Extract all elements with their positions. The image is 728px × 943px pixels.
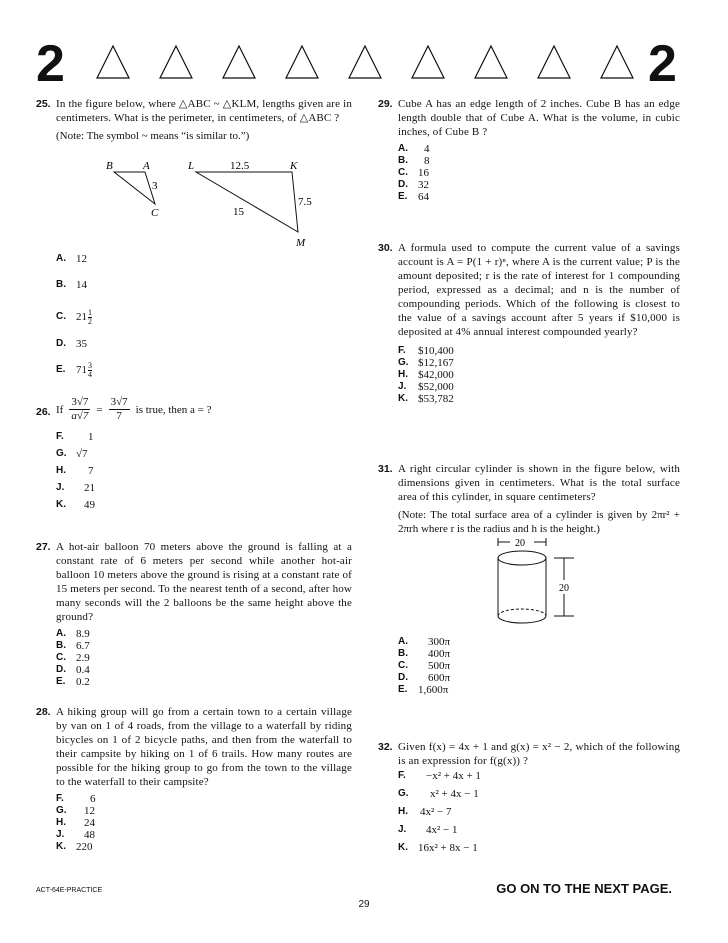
decorative-triangle-icon <box>536 44 572 80</box>
question-text: A hot-air balloon 70 meters above the ground is falling at a constant rate of 6 meters per second while another hot-air balloon 10 meters above the ground is rising at a constant rate of 15 meters per second. To the nearest tenth of a second, after how many seconds will the 2 balloons be the same height above the ground? <box>56 541 352 623</box>
label-c: C <box>151 207 159 219</box>
option-d[interactable]: D. 35 <box>56 338 87 350</box>
q29-options <box>398 143 680 203</box>
rhs-fraction: $\frac{3√7}{7}$ <box>110 396 128 422</box>
q25-options <box>56 253 92 383</box>
option-b[interactable]: B. 8 <box>398 155 430 167</box>
option-f[interactable]: F. 1 <box>56 431 94 443</box>
option-k[interactable]: K. 49 <box>56 499 95 511</box>
question-text: In the figure below, where △ABC ~ △KLM, lengths given are in centimeters. What is the perimeter, in centimeters, of △ABC ? <box>56 98 352 124</box>
height-label: 20 <box>559 583 569 594</box>
option-d[interactable]: D. 600π <box>398 672 451 684</box>
question-text: A formula used to compute the current value of a savings account is A = P(1 + r)ⁿ, where A is the current value; P is the amount deposited; r is the rate of interest for 1 compounding period, expressed as a decimal; and n is the number of compounding periods. Which of the following is closest to the value of a savings account after 5 years if $10,000 is deposited at 4% annual interest compounded yearly? <box>398 242 680 338</box>
question-number: 25. <box>36 98 51 110</box>
question-note: (Note: The total surface area of a cylinder is given by 2πr² + 2πrh where r is the radius and h is the height.) <box>398 509 680 535</box>
decorative-triangle-icon <box>284 44 320 80</box>
option-f[interactable]: F. −x² + 4x + 1 <box>398 770 481 782</box>
similar-triangles-figure <box>100 158 330 250</box>
option-c[interactable]: C. 2.9 <box>56 652 90 664</box>
option-a[interactable]: A. 300π <box>398 636 451 648</box>
question-number: 30. <box>378 242 393 254</box>
option-c[interactable]: C. 21 1 2 <box>56 307 92 326</box>
decorative-triangle-icon <box>599 44 635 80</box>
diameter-label: 20 <box>515 538 525 549</box>
label-km-length: 7.5 <box>298 196 312 208</box>
lhs-fraction: $\frac{3√7}{a√7}$ <box>71 396 89 422</box>
option-h[interactable]: H. 4x² − 7 <box>398 806 452 818</box>
decorative-triangle-icon <box>473 44 509 80</box>
question-28 <box>36 705 352 853</box>
option-h[interactable]: H. $42,000 <box>398 369 454 381</box>
label-lk-length: 12.5 <box>230 160 250 172</box>
option-c[interactable]: C. 500π <box>398 660 451 672</box>
option-j[interactable]: J. 48 <box>56 829 95 841</box>
label-k: K <box>290 160 298 172</box>
q28-options <box>56 793 352 853</box>
option-e[interactable]: E. 64 <box>398 191 429 203</box>
question-27 <box>36 540 352 688</box>
cylinder-top <box>498 551 546 565</box>
q32-options <box>398 770 481 860</box>
section-number-left: 2 <box>36 35 65 93</box>
question-text: A hiking group will go from a certain town to a certain village by van on 1 of 4 roads, from the village to a waterfall by riding bicycles on 1 of 2 bicycle paths, and then from the waterfall to their campsite by hiking on 1 of 6 trails. How many routes are possible for the hiking group to go from the town to the village to the waterfall to their campsite? <box>56 706 352 788</box>
page-number: 29 <box>358 899 370 910</box>
option-h[interactable]: H. 7 <box>56 465 94 477</box>
option-d[interactable]: D. 0.4 <box>56 664 90 676</box>
option-e[interactable]: E. 1,600π <box>398 684 449 696</box>
option-k[interactable]: K. 220 <box>56 841 93 853</box>
option-g[interactable]: G. √7 <box>56 448 88 460</box>
question-text: Given f(x) = 4x + 1 and g(x) = x² − 2, which of the following is an expression for f(g(x)) ? <box>398 741 680 767</box>
option-j[interactable]: J. $52,000 <box>398 381 454 393</box>
question-number: 26. <box>36 406 51 418</box>
label-lm-length: 15 <box>233 206 244 218</box>
option-f[interactable]: F. $10,400 <box>398 345 454 357</box>
option-h[interactable]: H. 24 <box>56 817 95 829</box>
decorative-triangle-icon <box>347 44 383 80</box>
cylinder-bottom-back <box>498 609 546 616</box>
option-j[interactable]: J. 21 <box>56 482 95 494</box>
triangle-abc <box>114 172 155 204</box>
q30-options <box>398 345 680 405</box>
question-number: 29. <box>378 98 393 110</box>
question-text: Cube A has an edge length of 2 inches. Cube B has an edge length double that of Cube A. What is the volume, in cubic inches, of Cube B ? <box>398 98 680 138</box>
cylinder-bottom-front <box>498 616 546 623</box>
question-31 <box>378 462 680 536</box>
option-k[interactable]: K. $53,782 <box>398 393 454 405</box>
question-number: 28. <box>36 706 51 718</box>
q27-options <box>56 628 352 688</box>
option-a[interactable]: A. 8.9 <box>56 628 90 640</box>
question-32 <box>378 740 680 768</box>
option-e[interactable]: E. 0.2 <box>56 676 90 688</box>
option-b[interactable]: B. 6.7 <box>56 640 90 652</box>
form-code: ACT-64E-PRACTICE <box>36 887 103 894</box>
question-note: (Note: The symbol ~ means “is similar to.”) <box>56 130 250 142</box>
question-number: 27. <box>36 541 51 553</box>
q26-options <box>56 431 95 516</box>
question-tail: is true, then a = ? <box>135 403 212 416</box>
option-g[interactable]: G. x² + 4x − 1 <box>398 788 479 800</box>
option-e[interactable]: E. 71 3 4 <box>56 360 92 379</box>
label-m: M <box>296 237 306 249</box>
option-j[interactable]: J. 4x² − 1 <box>398 824 458 836</box>
section-number-right: 2 <box>648 35 677 93</box>
question-number: 31. <box>378 463 393 475</box>
label-l: L <box>188 160 195 172</box>
option-g[interactable]: G. $12,167 <box>398 357 454 369</box>
equals-sign: = <box>96 403 103 416</box>
decorative-triangle-icon <box>221 44 257 80</box>
option-c[interactable]: C. 16 <box>398 167 429 179</box>
decorative-triangle-icon <box>95 44 131 80</box>
label-ac-length: 3 <box>152 180 158 192</box>
question-26 <box>36 396 352 423</box>
if-word: If <box>56 404 64 416</box>
question-text: A right circular cylinder is shown in the figure below, with dimensions given in centimeters. What is the total surface area of this cylinder, in square centimeters? <box>398 463 680 503</box>
label-a: A <box>143 160 150 172</box>
option-b[interactable]: B. 400π <box>398 648 451 660</box>
go-on-notice: GO ON TO THE NEXT PAGE. <box>496 881 672 896</box>
q31-options <box>398 636 450 696</box>
option-a[interactable]: A. 4 <box>398 143 430 155</box>
label-b: B <box>106 160 113 172</box>
option-g[interactable]: G. 12 <box>56 805 95 817</box>
cylinder-figure <box>490 536 580 628</box>
decorative-triangle-icon <box>410 44 446 80</box>
option-f[interactable]: F. 6 <box>56 793 96 805</box>
decorative-triangle-icon <box>158 44 194 80</box>
question-number: 32. <box>378 741 393 753</box>
option-a[interactable]: A. 12 <box>56 253 87 265</box>
option-k[interactable]: K. 16x² + 8x − 1 <box>398 842 478 854</box>
question-25 <box>36 97 352 143</box>
option-d[interactable]: D. 32 <box>398 179 429 191</box>
option-b[interactable]: B. 14 <box>56 279 87 291</box>
question-30 <box>378 241 680 405</box>
triangle-klm <box>196 172 298 232</box>
question-29 <box>378 97 680 203</box>
